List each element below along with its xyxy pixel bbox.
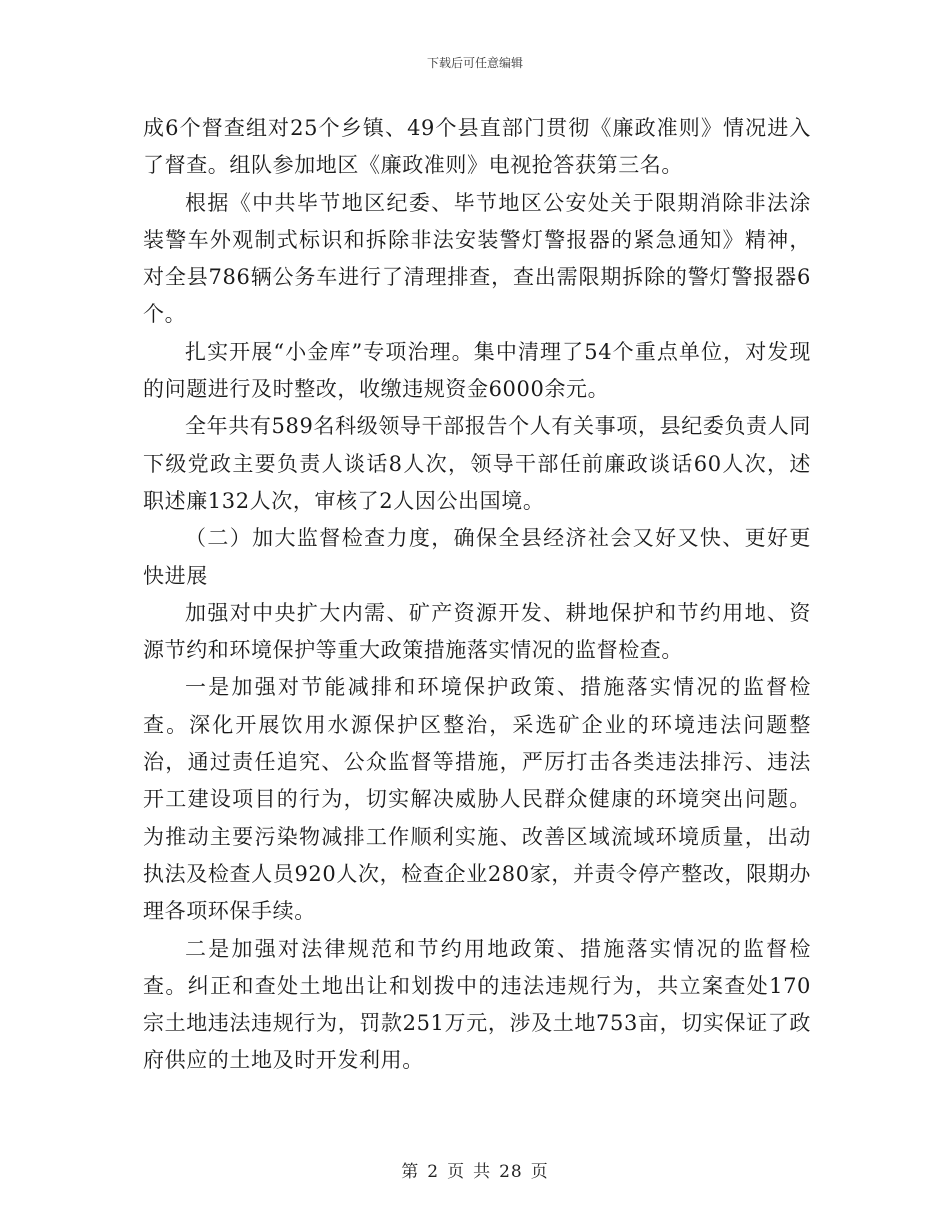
paragraph-2: 根据《中共毕节地区纪委、毕节地区公安处关于限期消除非法涂装警车外观制式标识和拆除非法安装警灯警报器的紧急通知》精神，对全县786辆公务车进行了清理排查，查出需限期拆除的警灯警报器6个。 — [143, 190, 811, 327]
footer-current-page: 2 — [427, 1162, 440, 1182]
document-body — [143, 110, 811, 1080]
footer-label-total-unit: 页 — [530, 1162, 549, 1182]
page-header-note: 下载后可任意编辑 — [426, 56, 523, 70]
footer-label-page: 第 — [401, 1162, 420, 1182]
paragraph-4: 全年共有589名科级领导干部报告个人有关事项，县纪委负责人同下级党政主要负责人谈话8人次，领导干部任前廉政谈话60人次，述职述廉132人次，审核了2人因公出国境。 — [143, 414, 811, 513]
footer-label-page-unit: 页 — [447, 1162, 466, 1182]
footer-label-total: 共 — [473, 1162, 492, 1182]
paragraph-7: 二是加强对法律规范和节约用地政策、措施落实情况的监督检查。纠正和查处土地出让和划拨中的违法违规行为，共立案查处170宗土地违法违规行为，罚款251万元，涉及土地753亩，切实保证了政府供应的土地及时开发利用。 — [143, 936, 811, 1073]
section-heading-2: （二）加大监督检查力度，确保全县经济社会又好又快、更好更快进展 — [143, 526, 811, 588]
paragraph-6: 一是加强对节能减排和环境保护政策、措施落实情况的监督检查。深化开展饮用水源保护区整治，采选矿企业的环境违法问题整治，通过责任追究、公众监督等措施，严厉打击各类违法排污、违法开工建设项目的行为，切实解决威胁人民群众健康的环境突出问题。为推动主要污染物减排工作顺利实施、改善区域流域环境质量，出动执法及检查人员920人次，检查企业280家，并责令停产整改，限期办理各项环保手续。 — [143, 675, 811, 924]
page-footer — [0, 1157, 950, 1182]
paragraph-5: 加强对中央扩大内需、矿产资源开发、耕地保护和节约用地、资源节约和环境保护等重大政策措施落实情况的监督检查。 — [143, 600, 811, 663]
paragraph-3: 扎实开展“小金库”专项治理。集中清理了54个重点单位，对发现的问题进行及时整改，收缴违规资金6000余元。 — [143, 339, 811, 402]
paragraph-1: 成6个督查组对25个乡镇、49个县直部门贯彻《廉政准则》情况进入了督查。组队参加地区《廉政准则》电视抢答获第三名。 — [143, 116, 811, 178]
footer-total-pages: 28 — [499, 1162, 523, 1182]
